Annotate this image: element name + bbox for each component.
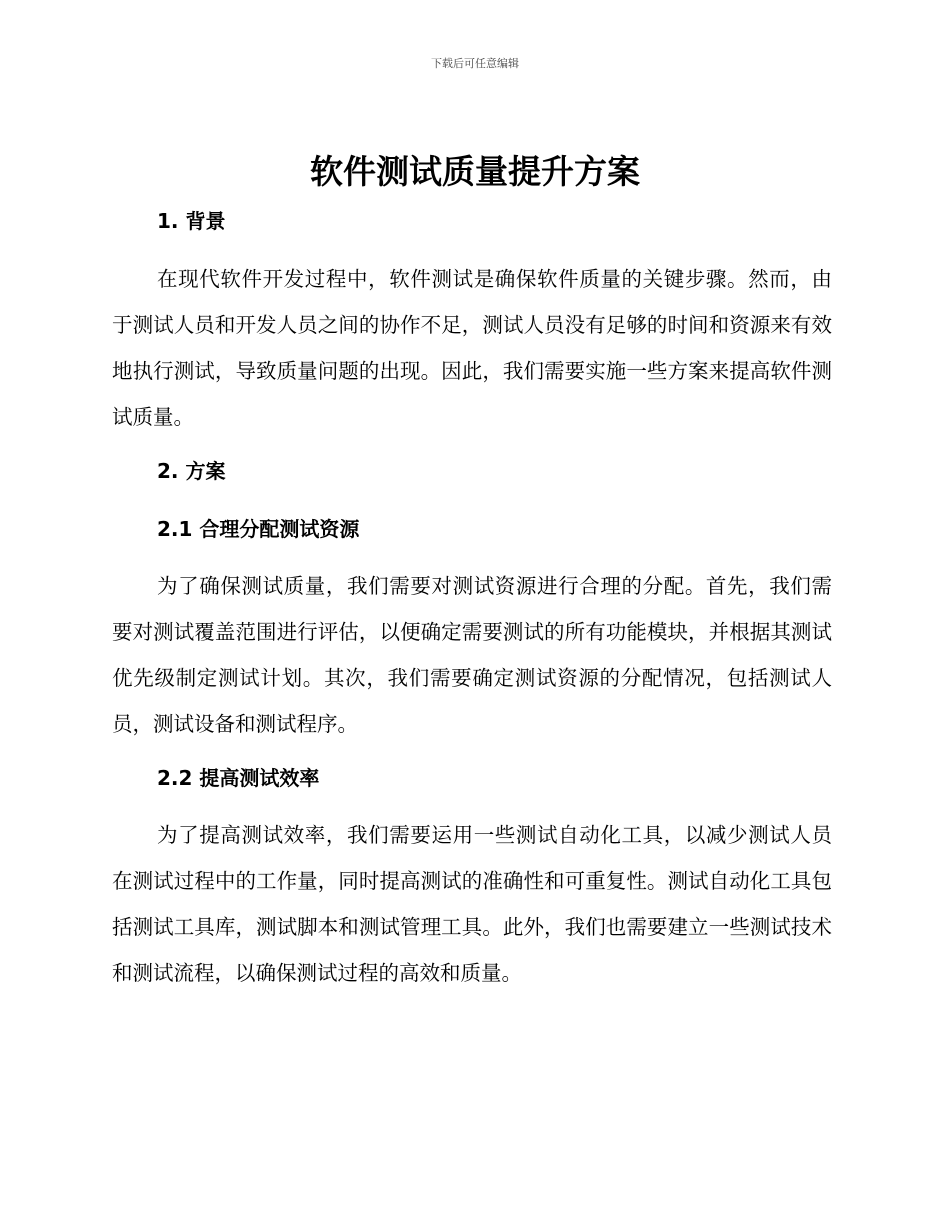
header-note: 下载后可任意编辑	[431, 57, 519, 70]
section-heading-efficiency: 2.2 提高测试效率	[157, 766, 320, 790]
section-heading-plan: 2. 方案	[157, 459, 226, 483]
section-heading-background: 1. 背景	[157, 209, 226, 233]
paragraph-background: 在现代软件开发过程中，软件测试是确保软件质量的关键步骤。然而，由于测试人员和开发人员之间的协作不足，测试人员没有足够的时间和资源来有效地执行测试，导致质量问题的出现。因此，我们需要实施一些方案来提高软件测试质量。	[112, 267, 832, 429]
paragraph-resource-allocation: 为了确保测试质量，我们需要对测试资源进行合理的分配。首先，我们需要对测试覆盖范围进行评估，以便确定需要测试的所有功能模块，并根据其测试优先级制定测试计划。其次，我们需要确定测试资源的分配情况，包括测试人员，测试设备和测试程序。	[112, 574, 832, 736]
document-title: 软件测试质量提升方案	[310, 152, 640, 191]
section-heading-resource-allocation: 2.1 合理分配测试资源	[157, 517, 360, 541]
paragraph-efficiency: 为了提高测试效率，我们需要运用一些测试自动化工具，以减少测试人员在测试过程中的工作量，同时提高测试的准确性和可重复性。测试自动化工具包括测试工具库，测试脚本和测试管理工具。此外，我们也需要建立一些测试技术和测试流程，以确保测试过程的高效和质量。	[112, 823, 832, 985]
